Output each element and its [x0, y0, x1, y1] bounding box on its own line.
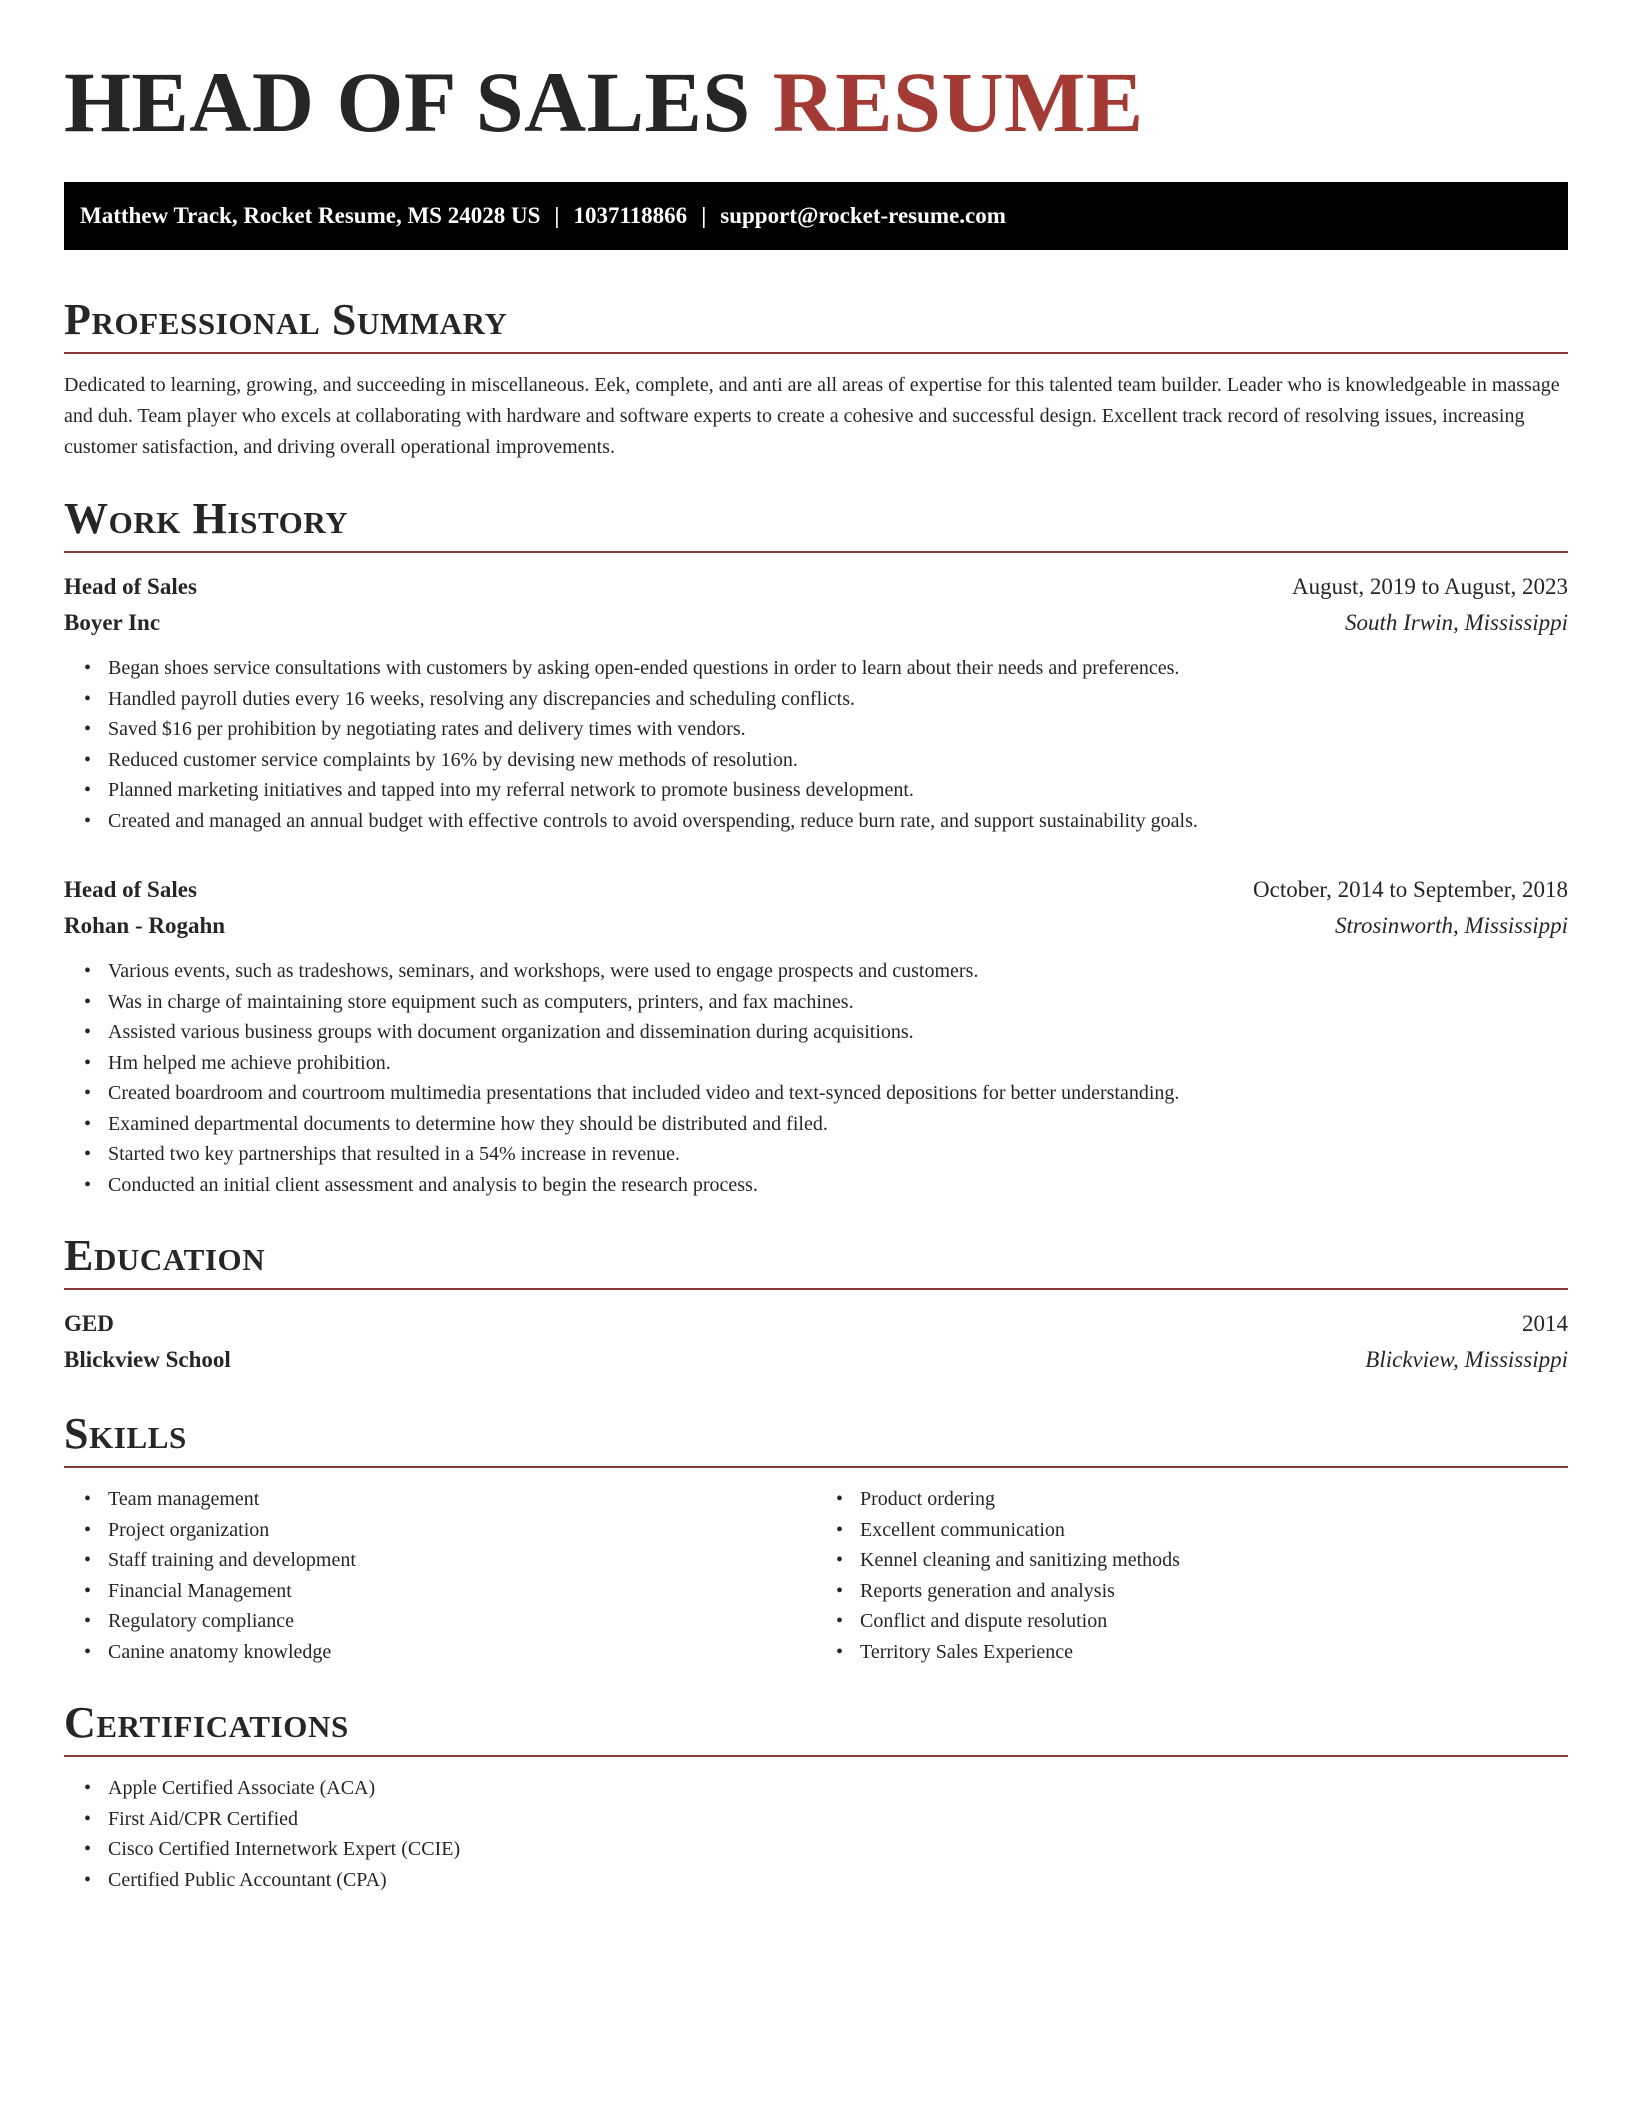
list-item: • Regulatory compliance	[108, 1606, 816, 1637]
education-school: Blickview School	[64, 1347, 231, 1372]
list-item: • Reduced customer service complaints by 16% by devising new methods of resolution.	[108, 745, 1568, 776]
list-item: • Project organization	[108, 1515, 816, 1546]
list-item: • Cisco Certified Internetwork Expert (CCIE)	[108, 1834, 1568, 1865]
education-entry	[64, 1306, 1568, 1378]
list-item: • Planned marketing initiatives and tapped into my referral network to promote business development.	[108, 775, 1568, 806]
list-item: • Reports generation and analysis	[860, 1576, 1568, 1607]
list-item: • Apple Certified Associate (ACA)	[108, 1773, 1568, 1804]
list-item: • Examined departmental documents to determine how they should be distributed and filed.	[108, 1109, 1568, 1140]
education-heading: Education	[64, 1230, 1568, 1290]
list-item: • Team management	[108, 1484, 816, 1515]
list-item: • Began shoes service consultations with customers by asking open-ended questions in order to learn about their needs and preferences.	[108, 653, 1568, 684]
list-item: • Staff training and development	[108, 1545, 816, 1576]
list-item: • Created boardroom and courtroom multimedia presentations that included video and text-synced depositions for better understanding.	[108, 1078, 1568, 1109]
job-title-row	[64, 872, 1568, 908]
certifications-heading: Certifications	[64, 1697, 1568, 1757]
list-item: • First Aid/CPR Certified	[108, 1804, 1568, 1835]
job-company: Boyer Inc	[64, 610, 161, 635]
job-location: Strosinworth, Mississippi	[1334, 913, 1568, 938]
job-title: Head of Sales	[64, 877, 197, 902]
summary-text: Dedicated to learning, growing, and succeeding in miscellaneous. Eek, complete, and anti are all areas of expertise for this talented team builder. Leader who is knowledgeable in massage and duh. Team player who excels at collaborating with hardware and software experts to create a cohesive and successful design. Excellent track record of resolving issues, increasing customer satisfaction, and driving overall operational improvements.	[64, 374, 1560, 458]
list-item: • Assisted various business groups with document organization and dissemination during acquisitions.	[108, 1017, 1568, 1048]
skills-column-right	[816, 1484, 1568, 1667]
title-main: HEAD OF SALES	[64, 54, 751, 150]
list-item: • Saved $16 per prohibition by negotiating rates and delivery times with vendors.	[108, 714, 1568, 745]
job-location: South Irwin, Mississippi	[1344, 610, 1568, 635]
list-item: • Conflict and dispute resolution	[860, 1606, 1568, 1637]
document-title	[64, 54, 1568, 150]
skills-section	[64, 1408, 1568, 1667]
title-accent: RESUME	[772, 54, 1144, 150]
job-entry	[64, 872, 1568, 1200]
education-school-row	[64, 1342, 1568, 1378]
job-bullets	[64, 956, 1568, 1200]
list-item: • Certified Public Accountant (CPA)	[108, 1865, 1568, 1896]
education-degree-row	[64, 1306, 1568, 1342]
list-item: • Canine anatomy knowledge	[108, 1637, 816, 1668]
job-bullets	[64, 653, 1568, 836]
job-entry	[64, 569, 1568, 836]
list-item: • Product ordering	[860, 1484, 1568, 1515]
list-item: • Conducted an initial client assessment and analysis to begin the research process.	[108, 1170, 1568, 1201]
education-year: 2014	[1522, 1311, 1568, 1336]
job-dates: August, 2019 to August, 2023	[1291, 574, 1568, 599]
job-company: Rohan - Rogahn	[64, 913, 226, 938]
skills-heading: Skills	[64, 1408, 1568, 1468]
work-history-section	[64, 493, 1568, 1200]
contact-address: Matthew Track, Rocket Resume, MS 24028 US	[80, 203, 541, 228]
list-item: • Various events, such as tradeshows, seminars, and workshops, were used to engage prospects and customers.	[108, 956, 1568, 987]
contact-separator: |	[701, 203, 707, 228]
list-item: • Excellent communication	[860, 1515, 1568, 1546]
job-title-row	[64, 569, 1568, 605]
list-item: • Territory Sales Experience	[860, 1637, 1568, 1668]
certifications-section	[64, 1697, 1568, 1895]
contact-bar	[64, 182, 1568, 250]
list-item: • Was in charge of maintaining store equipment such as computers, printers, and fax machines.	[108, 987, 1568, 1018]
summary-heading: Professional Summary	[64, 294, 1568, 354]
contact-separator: |	[554, 203, 560, 228]
education-location: Blickview, Mississippi	[1365, 1347, 1568, 1372]
summary-section	[64, 294, 1568, 463]
job-dates: October, 2014 to September, 2018	[1253, 877, 1568, 902]
certifications-list	[64, 1773, 1568, 1895]
contact-email: support@rocket-resume.com	[720, 203, 1006, 228]
skills-column-left	[64, 1484, 816, 1667]
list-item: • Hm helped me achieve prohibition.	[108, 1048, 1568, 1079]
list-item: • Handled payroll duties every 16 weeks, resolving any discrepancies and scheduling conflicts.	[108, 684, 1568, 715]
skills-grid	[64, 1484, 1568, 1667]
education-degree: GED	[64, 1311, 114, 1336]
list-item: • Kennel cleaning and sanitizing methods	[860, 1545, 1568, 1576]
job-title: Head of Sales	[64, 574, 197, 599]
list-item: • Started two key partnerships that resulted in a 54% increase in revenue.	[108, 1139, 1568, 1170]
contact-phone: 1037118866	[573, 203, 688, 228]
education-section	[64, 1230, 1568, 1378]
work-history-heading: Work History	[64, 493, 1568, 553]
list-item: • Financial Management	[108, 1576, 816, 1607]
job-company-row	[64, 605, 1568, 641]
job-company-row	[64, 908, 1568, 944]
list-item: • Created and managed an annual budget with effective controls to avoid overspending, reduce burn rate, and support sustainability goals.	[108, 806, 1568, 837]
